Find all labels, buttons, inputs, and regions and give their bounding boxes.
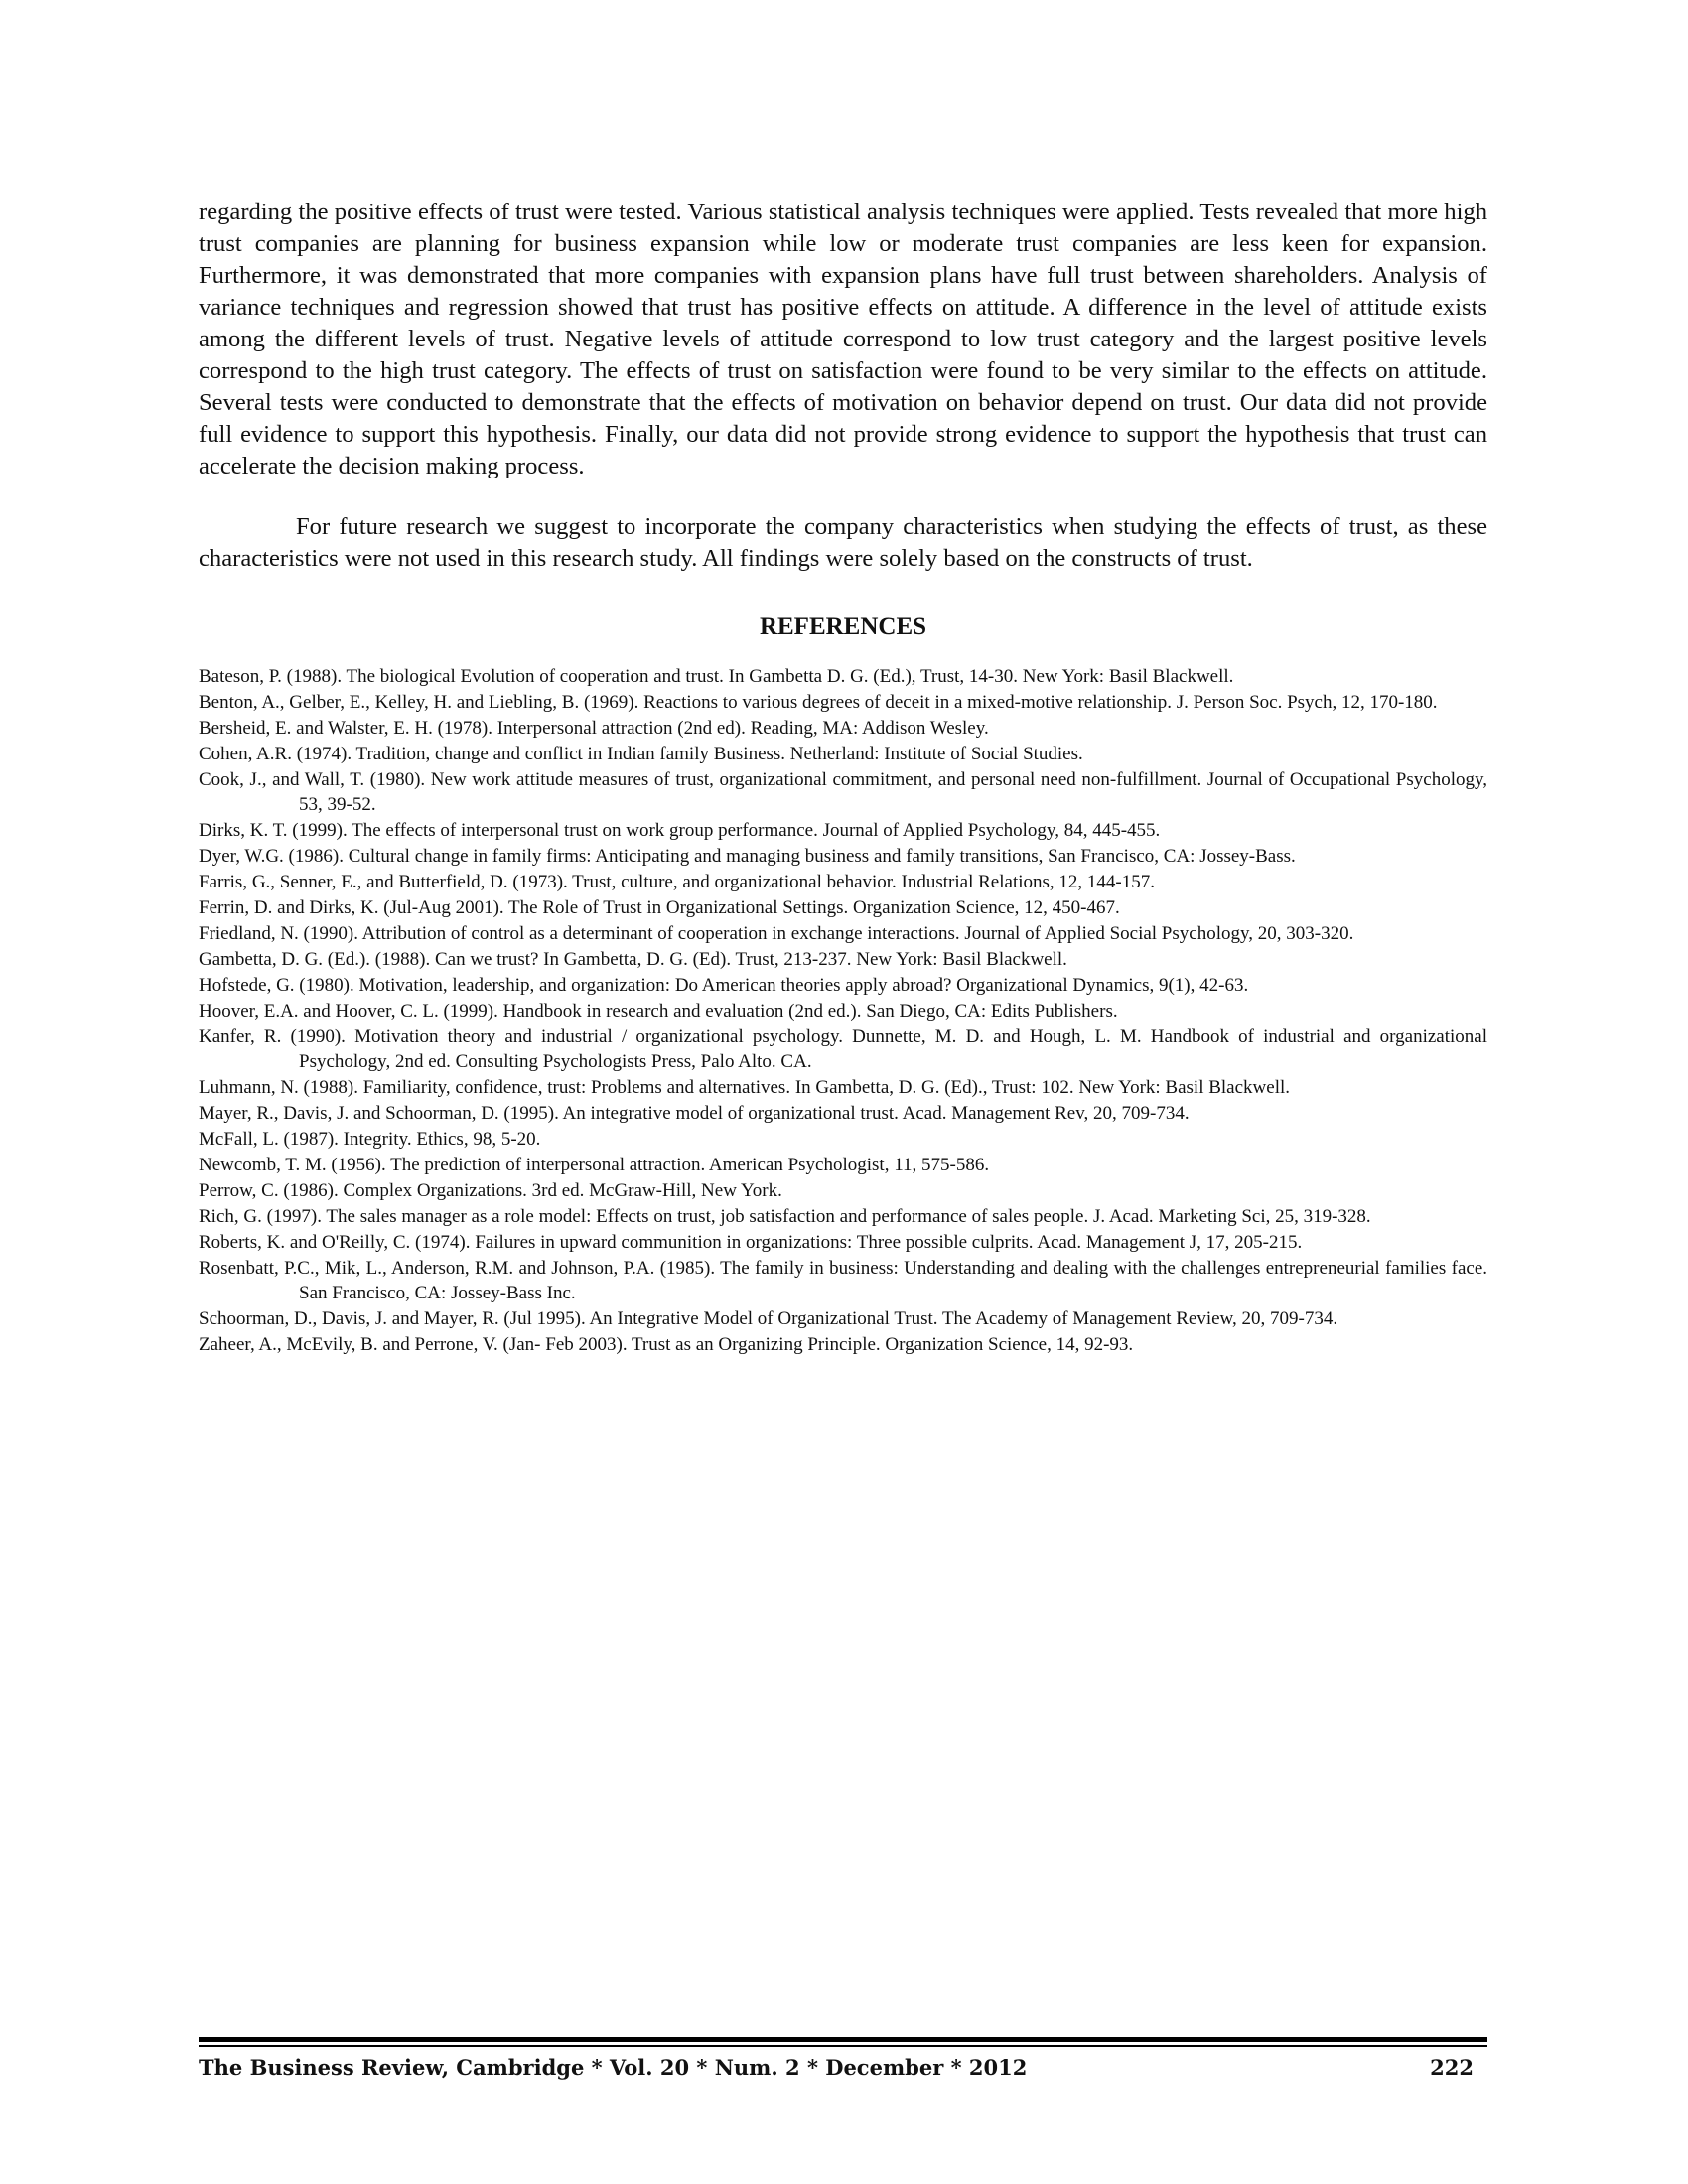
reference-item: Rich, G. (1997). The sales manager as a role model: Effects on trust, job satisfaction and performance of sales people. J. Acad. Marketing Sci, 25, 319-328. xyxy=(199,1206,1371,1227)
reference-item: Benton, A., Gelber, E., Kelley, H. and Liebling, B. (1969). Reactions to various degrees of deceit in a mixed-motive relationship. J. Person Soc. Psych, 12, 170-180. xyxy=(199,692,1438,713)
reference-item: Perrow, C. (1986). Complex Organizations. 3rd ed. McGraw-Hill, New York. xyxy=(199,1180,782,1201)
reference-item: Friedland, N. (1990). Attribution of control as a determinant of cooperation in exchange interactions. Journal of Applied Social Psychology, 20, 303-320. xyxy=(199,923,1354,944)
footer-rule-thin xyxy=(199,2045,1487,2047)
reference-item: Hofstede, G. (1980). Motivation, leadership, and organization: Do American theories apply abroad? Organizational Dynamics, 9(1), 42-63. xyxy=(199,975,1249,996)
page-number: 222 xyxy=(1430,2055,1474,2080)
body-paragraph-1: regarding the positive effects of trust were tested. Various statistical analysis techniques were applied. Tests revealed that more high trust companies are planning for business expansion while low or moderate trust companies are less keen for expansion. Furthermore, it was demonstrated that more companies with expansion plans have full trust between shareholders. Analysis of variance techniques and regression showed that trust has positive effects on attitude. A difference in the level of attitude exists among the different levels of trust. Negative levels of attitude correspond to low trust category and the largest positive levels correspond to the high trust category. The effects of trust on satisfaction were found to be very similar to the effects on attitude. Several tests were conducted to demonstrate that the effects of motivation on behavior depend on trust. Our data did not provide full evidence to support this hypothesis. Finally, our data did not provide strong evidence to support the hypothesis that trust can accelerate the decision making process. xyxy=(199,199,1487,479)
reference-item: Rosenbatt, P.C., Mik, L., Anderson, R.M. and Johnson, P.A. (1985). The family in business: Understanding and dealing with the challenges entrepreneurial families face. San Francisco, CA: Jossey-Bass Inc. xyxy=(199,1258,1487,1303)
reference-item: McFall, L. (1987). Integrity. Ethics, 98, 5-20. xyxy=(199,1129,541,1150)
references-heading: REFERENCES xyxy=(759,614,927,640)
reference-item: Luhmann, N. (1988). Familiarity, confidence, trust: Problems and alternatives. In Gambetta, D. G. (Ed)., Trust: 102. New York: Basil Blackwell. xyxy=(199,1077,1291,1098)
footer-rule-thick xyxy=(199,2037,1487,2042)
reference-item: Hoover, E.A. and Hoover, C. L. (1999). Handbook in research and evaluation (2nd ed.). San Diego, CA: Edits Publishers. xyxy=(199,1001,1118,1022)
reference-item: Schoorman, D., Davis, J. and Mayer, R. (Jul 1995). An Integrative Model of Organizational Trust. The Academy of Management Review, 20, 709-734. xyxy=(199,1308,1338,1329)
footer-journal-info: The Business Review, Cambridge * Vol. 20 * Num. 2 * December * 2012 xyxy=(199,2055,1028,2080)
body-paragraph-2: For future research we suggest to incorporate the company characteristics when studying the effects of trust, as these characteristics were not used in this research study. All findings were solely based on the constructs of trust. xyxy=(199,513,1487,572)
page-content xyxy=(199,197,1487,1358)
reference-item: Zaheer, A., McEvily, B. and Perrone, V. (Jan- Feb 2003). Trust as an Organizing Principle. Organization Science, 14, 92-93. xyxy=(199,1334,1134,1355)
reference-item: Gambetta, D. G. (Ed.). (1988). Can we trust? In Gambetta, D. G. (Ed). Trust, 213-237. New York: Basil Blackwell. xyxy=(199,949,1067,970)
reference-item: Farris, G., Senner, E., and Butterfield, D. (1973). Trust, culture, and organizational behavior. Industrial Relations, 12, 144-157. xyxy=(199,872,1155,892)
reference-item: Mayer, R., Davis, J. and Schoorman, D. (1995). An integrative model of organizational trust. Acad. Management Rev, 20, 709-734. xyxy=(199,1103,1190,1124)
reference-item: Ferrin, D. and Dirks, K. (Jul-Aug 2001). The Role of Trust in Organizational Settings. Organization Science, 12, 450-467. xyxy=(199,897,1120,918)
reference-item: Roberts, K. and O'Reilly, C. (1974). Failures in upward communition in organizations: Three possible culprits. Acad. Management J, 17, 205-215. xyxy=(199,1232,1303,1253)
reference-item: Dyer, W.G. (1986). Cultural change in family firms: Anticipating and managing business and family transitions, San Francisco, CA: Jossey-Bass. xyxy=(199,846,1296,867)
reference-item: Newcomb, T. M. (1956). The prediction of interpersonal attraction. American Psychologist, 11, 575-586. xyxy=(199,1155,990,1175)
reference-item: Bersheid, E. and Walster, E. H. (1978). Interpersonal attraction (2nd ed). Reading, MA: Addison Wesley. xyxy=(199,718,989,739)
reference-item: Cook, J., and Wall, T. (1980). New work attitude measures of trust, organizational commitment, and personal need non-fulfillment. Journal of Occupational Psychology, 53, 39-52. xyxy=(199,769,1487,815)
reference-item: Bateson, P. (1988). The biological Evolution of cooperation and trust. In Gambetta D. G. (Ed.), Trust, 14-30. New York: Basil Blackwell. xyxy=(199,666,1234,687)
reference-list xyxy=(199,664,1487,1357)
reference-item: Dirks, K. T. (1999). The effects of interpersonal trust on work group performance. Journal of Applied Psychology, 84, 445-455. xyxy=(199,820,1161,841)
page-footer xyxy=(199,2055,1487,2085)
reference-item: Cohen, A.R. (1974). Tradition, change and conflict in Indian family Business. Netherland: Institute of Social Studies. xyxy=(199,744,1083,764)
reference-item: Kanfer, R. (1990). Motivation theory and industrial / organizational psychology. Dunnette, M. D. and Hough, L. M. Handbook of industrial and organizational Psychology, 2nd ed. Consulting Psychologists Press, Palo Alto. CA. xyxy=(199,1026,1487,1072)
